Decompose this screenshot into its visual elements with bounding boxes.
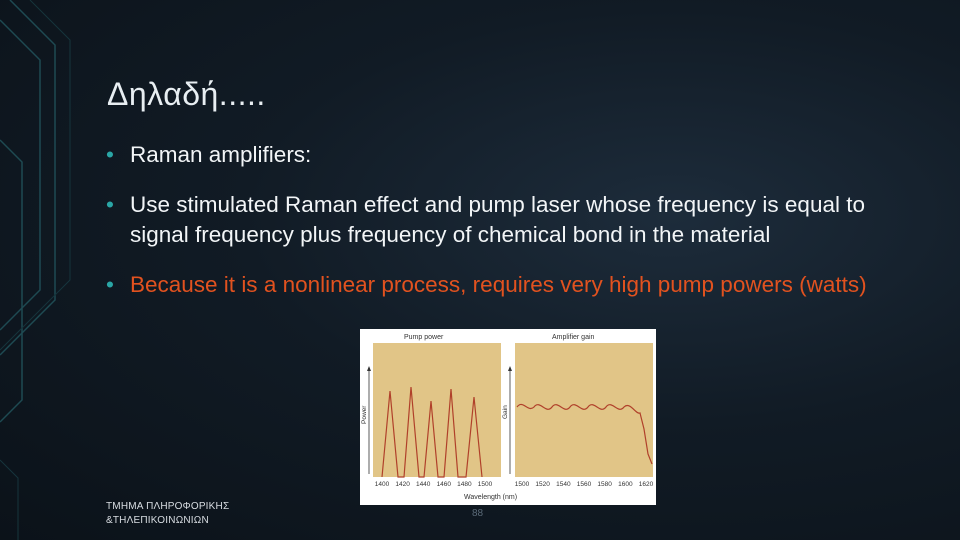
power-axis-label: Power — [361, 405, 368, 424]
amplifier-gain-title: Amplifier gain — [552, 334, 595, 341]
page-number: 88 — [472, 508, 484, 519]
gain-axis-label: Gain — [502, 405, 509, 419]
pump-power-title: Pump power — [404, 334, 444, 341]
amplifier-gain-tick-label: 1620 — [638, 481, 654, 488]
bullet-stimulated-raman — [106, 190, 896, 250]
bullet-text: Use stimulated Raman effect and pump laser whose frequency is equal to signal frequency plus frequency of chemical bond in the material — [130, 192, 865, 247]
footer-department — [106, 500, 229, 528]
wavelength-axis-label: Wavelength (nm) — [464, 494, 518, 501]
bullet-text: Because it is a nonlinear process, requires very high pump powers (watts) — [130, 272, 867, 297]
amplifier-gain-tick-label: 1580 — [597, 481, 612, 488]
amplifier-gain-plot-area — [515, 343, 653, 477]
amplifier-gain-tick-label: 1560 — [576, 481, 592, 488]
pump-power-tick-label: 1420 — [395, 481, 410, 488]
bullet-nonlinear-process — [106, 270, 896, 300]
bullet-list — [106, 140, 896, 320]
bullet-dot-icon: • — [106, 272, 114, 297]
pump-power-tick-label: 1480 — [457, 481, 472, 488]
footer-line-1: ΤΜΗΜΑ ΠΛΗΡΟΦΟΡΙΚΗΣ — [106, 501, 230, 512]
pump-power-tick-label: 1460 — [436, 481, 452, 488]
decorative-lines — [0, 0, 120, 540]
slide-title: Δηλαδή..... — [107, 76, 266, 112]
amplifier-gain-tick-label: 1540 — [556, 481, 571, 488]
amplifier-gain-tick-label: 1520 — [535, 481, 550, 488]
bullet-text: Raman amplifiers: — [130, 142, 312, 167]
bullet-dot-icon: • — [106, 192, 114, 217]
amplifier-gain-tick-label: 1600 — [618, 481, 633, 488]
pump-power-tick-label: 1400 — [374, 481, 390, 488]
bullet-raman-amplifiers — [106, 140, 896, 170]
bullet-dot-icon: • — [106, 142, 114, 167]
amplifier-gain-tick-label: 1500 — [514, 481, 530, 488]
pump-power-tick-label: 1500 — [477, 481, 493, 488]
footer-line-2: &ΤΗΛΕΠΙΚΟΙΝΩΝΙΩΝ — [106, 515, 209, 526]
raman-gain-figure — [360, 329, 656, 505]
pump-power-tick-label: 1440 — [415, 481, 431, 488]
